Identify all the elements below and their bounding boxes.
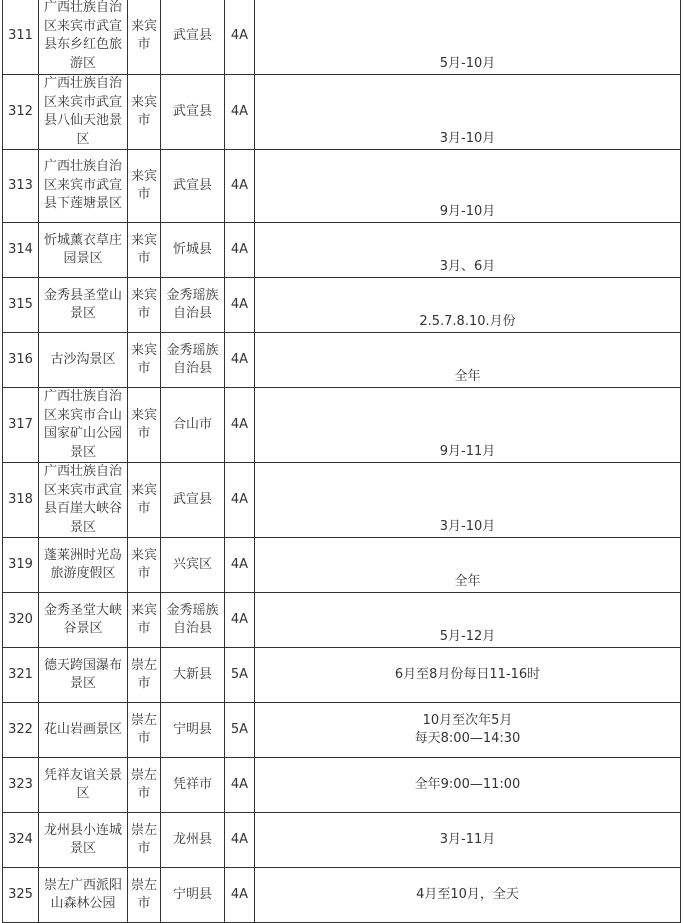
best-season-cell [255,333,681,388]
row-number-cell: 314 [3,223,39,278]
row-number-cell: 311 [3,0,39,75]
best-season-text: 9月-11月 [439,443,496,459]
city-cell: 来宾市 [128,388,161,463]
table-row [3,150,681,223]
scenic-spot-name-cell: 忻城薰衣草庄园景区 [39,223,128,278]
county-cell: 宁明县 [161,868,225,923]
county-cell: 武宣县 [161,150,225,223]
scenic-spot-name-cell: 广西壮族自治区来宾市合山国家矿山公园景区 [39,388,128,463]
scenic-spot-name-cell: 古沙沟景区 [39,333,128,388]
row-number-cell: 312 [3,75,39,150]
county-cell: 金秀瑶族自治县 [161,593,225,648]
row-number-cell: 318 [3,463,39,538]
best-season-text: 6月至8月份每日11-16时 [394,666,541,682]
city-cell: 来宾市 [128,223,161,278]
best-season-cell [255,813,681,868]
best-season-cell [255,868,681,923]
best-season-cell [255,278,681,333]
county-cell: 凭祥市 [161,758,225,813]
level-cell: 4A [225,463,255,538]
row-number-cell: 321 [3,648,39,703]
best-season-text: 2.5.7.8.10.月份 [419,313,516,329]
city-cell: 崇左市 [128,703,161,758]
best-season-cell [255,75,681,150]
scenic-spot-name-cell: 金秀圣堂大峡谷景区 [39,593,128,648]
county-cell: 合山市 [161,388,225,463]
city-cell: 崇左市 [128,648,161,703]
level-cell: 4A [225,278,255,333]
level-cell: 4A [225,223,255,278]
table-row [3,388,681,463]
level-cell: 4A [225,333,255,388]
best-season-cell [255,538,681,593]
scenic-spot-name-cell: 凭祥友谊关景区 [39,758,128,813]
city-cell: 来宾市 [128,538,161,593]
county-cell: 武宣县 [161,75,225,150]
best-season-text: 3月-11月 [439,831,496,847]
county-cell: 大新县 [161,648,225,703]
table-row [3,75,681,150]
scenic-spot-name-cell: 德天跨国瀑布景区 [39,648,128,703]
city-cell: 崇左市 [128,813,161,868]
scenic-spot-name-cell: 金秀县圣堂山景区 [39,278,128,333]
table-row [3,813,681,868]
table-row [3,538,681,593]
county-cell: 兴宾区 [161,538,225,593]
best-season-cell [255,648,681,703]
level-cell: 4A [225,75,255,150]
best-season-text: 全年 [454,368,481,384]
level-cell: 4A [225,593,255,648]
city-cell: 来宾市 [128,0,161,75]
best-season-cell [255,388,681,463]
scenic-spot-name-cell: 广西壮族自治区来宾市武宣县东乡红色旅游区 [39,0,128,75]
city-cell: 来宾市 [128,333,161,388]
best-season-text: 全年 [454,573,481,589]
row-number-cell: 317 [3,388,39,463]
table-row [3,593,681,648]
level-cell: 4A [225,868,255,923]
city-cell: 来宾市 [128,463,161,538]
best-season-text: 9月-10月 [439,203,496,219]
row-number-cell: 316 [3,333,39,388]
row-number-cell: 323 [3,758,39,813]
level-cell: 5A [225,648,255,703]
level-cell: 4A [225,0,255,75]
best-season-cell [255,150,681,223]
best-season-text: 5月-12月 [439,628,496,644]
table-row [3,758,681,813]
table-row [3,278,681,333]
level-cell: 5A [225,703,255,758]
best-season-cell [255,703,681,758]
city-cell: 来宾市 [128,278,161,333]
table-row [3,223,681,278]
table-body [3,0,681,923]
table-row [3,463,681,538]
level-cell: 4A [225,538,255,593]
county-cell: 武宣县 [161,0,225,75]
county-cell: 龙州县 [161,813,225,868]
scenic-spot-name-cell: 广西壮族自治区来宾市武宣县百崖大峡谷景区 [39,463,128,538]
best-season-text: 3月-10月 [439,130,496,146]
table-row [3,868,681,923]
best-season-text: 10月至次年5月 [422,712,513,728]
city-cell: 来宾市 [128,75,161,150]
row-number-cell: 313 [3,150,39,223]
best-season-cell [255,223,681,278]
scenic-spot-name-cell: 广西壮族自治区来宾市武宣县八仙天池景区 [39,75,128,150]
row-number-cell: 325 [3,868,39,923]
best-season-cell [255,758,681,813]
row-number-cell: 319 [3,538,39,593]
best-season-text: 全年9:00—11:00 [414,776,521,792]
row-number-cell: 322 [3,703,39,758]
table-row [3,648,681,703]
county-cell: 金秀瑶族自治县 [161,333,225,388]
level-cell: 4A [225,150,255,223]
best-season-cell [255,593,681,648]
scenic-spot-name-cell: 蓬莱洲时光岛旅游度假区 [39,538,128,593]
county-cell: 武宣县 [161,463,225,538]
scenic-spot-name-cell: 崇左广西派阳山森林公园 [39,868,128,923]
table-row [3,703,681,758]
row-number-cell: 315 [3,278,39,333]
best-season-cell [255,463,681,538]
scenic-spot-name-cell: 广西壮族自治区来宾市武宣县下莲塘景区 [39,150,128,223]
level-cell: 4A [225,813,255,868]
city-cell: 崇左市 [128,868,161,923]
best-season-text-line2: 每天8:00—14:30 [414,731,521,746]
scenic-spot-name-cell: 龙州县小连城景区 [39,813,128,868]
county-cell: 忻城县 [161,223,225,278]
best-season-cell [255,0,681,75]
level-cell: 4A [225,388,255,463]
best-season-text: 4月至10月，全天 [416,886,519,902]
county-cell: 金秀瑶族自治县 [161,278,225,333]
table-row [3,333,681,388]
best-season-text: 3月-10月 [439,518,496,534]
county-cell: 宁明县 [161,703,225,758]
scenic-spot-name-cell: 花山岩画景区 [39,703,128,758]
city-cell: 来宾市 [128,593,161,648]
table-row [3,0,681,75]
row-number-cell: 320 [3,593,39,648]
level-cell: 4A [225,758,255,813]
city-cell: 来宾市 [128,150,161,223]
scenic-spots-table [2,0,681,923]
best-season-text: 5月-10月 [439,55,496,71]
row-number-cell: 324 [3,813,39,868]
best-season-text: 3月、6月 [439,258,496,274]
city-cell: 崇左市 [128,758,161,813]
